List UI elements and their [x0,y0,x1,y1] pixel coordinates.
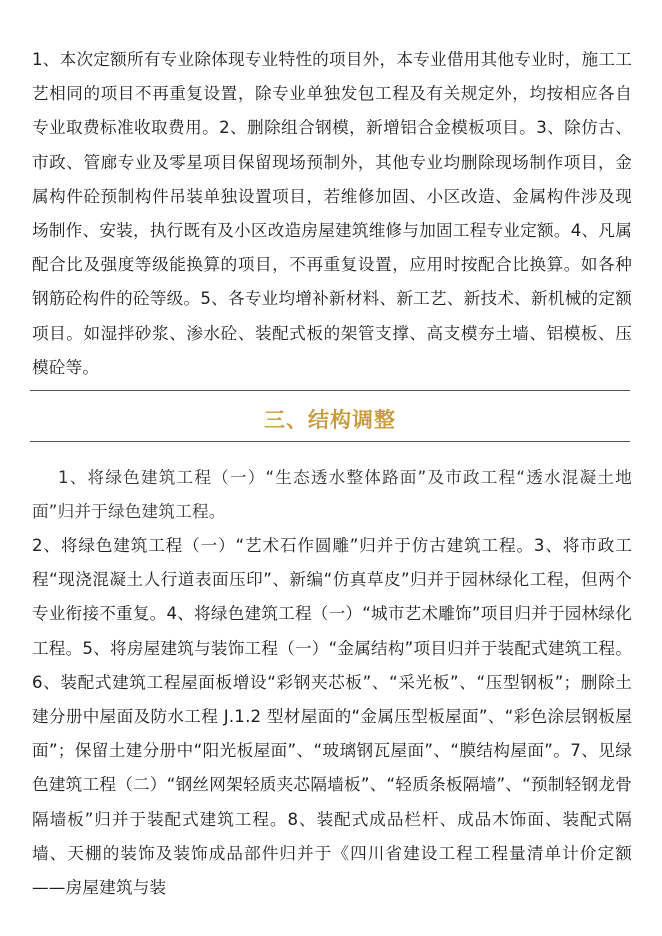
paragraph-2: 1、将绿色建筑工程（一）“生态透水整体路面”及市政工程“透水混凝土地面”归并于绿色建筑工程。 [32,468,632,522]
section-divider-top [30,390,630,391]
section-title: 三、结构调整 [264,408,396,432]
section-divider-bottom [30,441,630,442]
paragraph-3: 2、将绿色建筑工程（一）“艺术石作圆雕”归并于仿古建筑工程。3、将市政工程“现浇混凝土人行道表面压印”、新编“仿真草皮”归并于园林绿化工程，但两个专业衔接不重复。4、将绿色建筑工程（一）“城市艺术雕饰”项目归并于园林绿化工程。5、将房屋建筑与装饰工程（一）“金属结构”项目归并于装配式建筑工程。6、装配式建筑工程屋面板增设“彩钢夹芯板”、“采光板”、“压型钢板”；删除土建分册中屋面及防水工程 J.1.2 型材屋面的“金属压型板屋面”、“彩色涂层钢板屋面”；保留土建分册中“阳光板屋面”、“玻璃钢瓦屋面”、“膜结构屋面”。7、见绿色建筑工程（二）“钢丝网架轻质夹芯隔墙板”、“轻质条板隔墙”、“预制轻钢龙骨隔墙板”归并于装配式建筑工程。8、装配式成品栏杆、成品木饰面、装配式隔墙、天棚的装饰及装饰成品部件归并于《四川省建设工程工程量清单计价定额——房屋建筑与装 [32,536,632,898]
paragraph-1: 1、本次定额所有专业除体现专业特性的项目外，本专业借用其他专业时，施工工艺相同的项目不再重复设置，除专业单独发包工程及有关规定外，均按相应各自专业取费标准收取费用。2、删除组合钢模，新增铝合金模板项目。3、除仿古、市政、管廊专业及零星项目保留现场预制外，其他专业均删除现场制作项目，金属构件砼预制构件吊装单独设置项目，若维修加固、小区改造、金属构件涉及现场制作、安装，执行既有及小区改造房屋建筑维修与加固工程专业定额。4、凡属配合比及强度等级能换算的项目，不再重复设置，应用时按配合比换算。如各种钢筋砼构件的砼等级。5、各专业均增补新材料、新工艺、新技术、新机械的定额项目。如湿拌砂浆、渗水砼、装配式板的架管支撑、高支模夯土墙、铝模板、压模砼等。 [32,50,632,377]
